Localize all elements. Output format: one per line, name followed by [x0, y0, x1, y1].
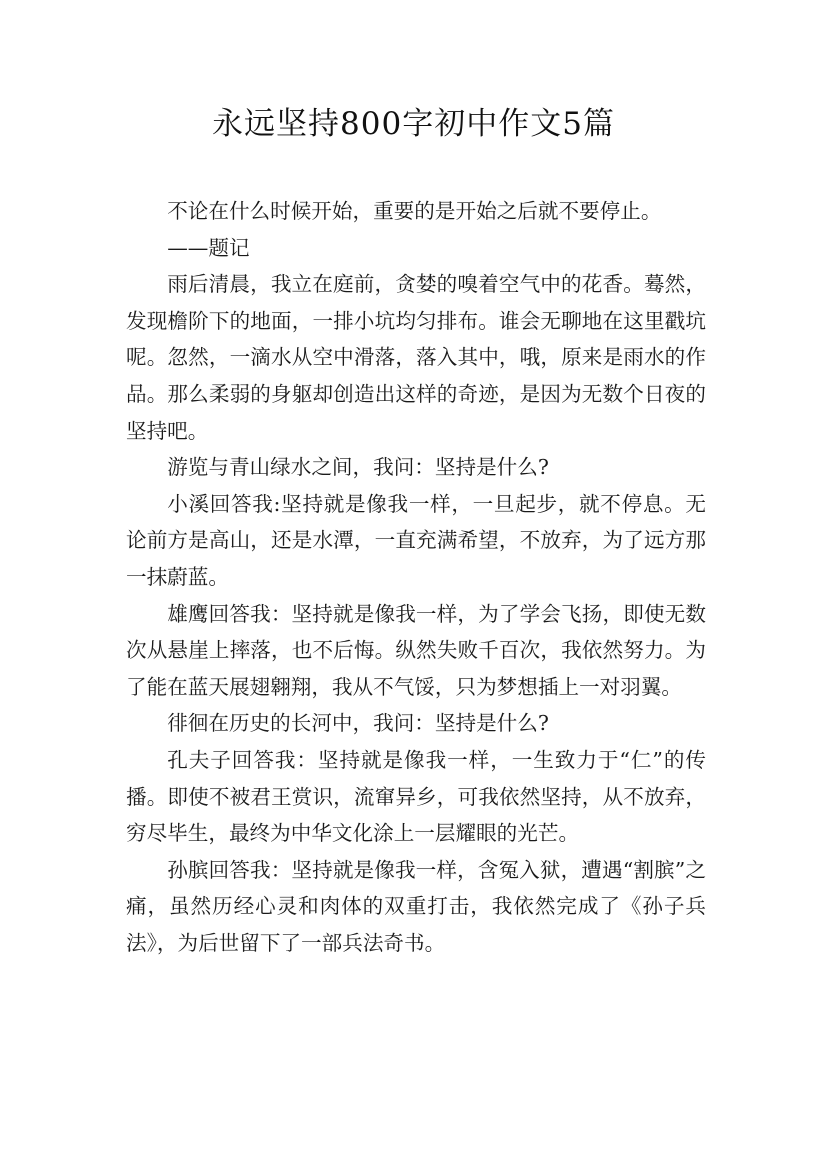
document-body — [126, 193, 706, 961]
paragraph-eagle-answer: 雄鹰回答我：坚持就是像我一样，为了学会飞扬，即使无数次从悬崖上摔落，也不后悔。纵然失败千百次，我依然努力。为了能在蓝天展翅翱翔，我从不气馁，只为梦想插上一对羽翼。 — [126, 601, 706, 699]
paragraph-epigraph-note: ——题记 — [167, 235, 250, 260]
paragraph-question-history: 徘徊在历史的长河中，我问：坚持是什么? — [167, 711, 549, 736]
paragraph-confucius-answer: 孔夫子回答我：坚持就是像我一样，一生致力于“仁”的传播。即使不被君王赏识，流窜异乡，可我依然坚持，从不放弃，穷尽毕生，最终为中华文化涂上一层耀眼的光芒。 — [126, 747, 706, 846]
paragraph-sun-bin-answer: 孙膑回答我：坚持就是像我一样，含冤入狱，遭遇“割膑”之痛，虽然历经心灵和肉体的双重打击，我依然完成了《孙子兵法》，为后世留下了一部兵法奇书。 — [126, 857, 706, 955]
paragraph-opening-quote: 不论在什么时候开始，重要的是开始之后就不要停止。 — [167, 199, 662, 223]
paragraph-question-nature: 游览与青山绿水之间，我问：坚持是什么? — [167, 455, 549, 480]
paragraph-rainy-morning: 雨后清晨，我立在庭前，贪婪的嗅着空气中的花香。蓦然，发现檐阶下的地面，一排小坑均匀排布。谁会无聊地在这里戳坑呢。忽然，一滴水从空中滑落，落入其中，哦，原来是雨水的作品。那么柔弱的身躯却创造出这样的奇迹，是因为无数个日夜的坚持吧。 — [126, 272, 706, 443]
paragraph-stream-answer: 小溪回答我:坚持就是像我一样，一旦起步，就不停息。无论前方是高山，还是水潭，一直充满希望，不放弃，为了远方那一抹蔚蓝。 — [126, 491, 706, 589]
document-title: 永远坚持800字初中作文5篇 — [212, 106, 615, 142]
